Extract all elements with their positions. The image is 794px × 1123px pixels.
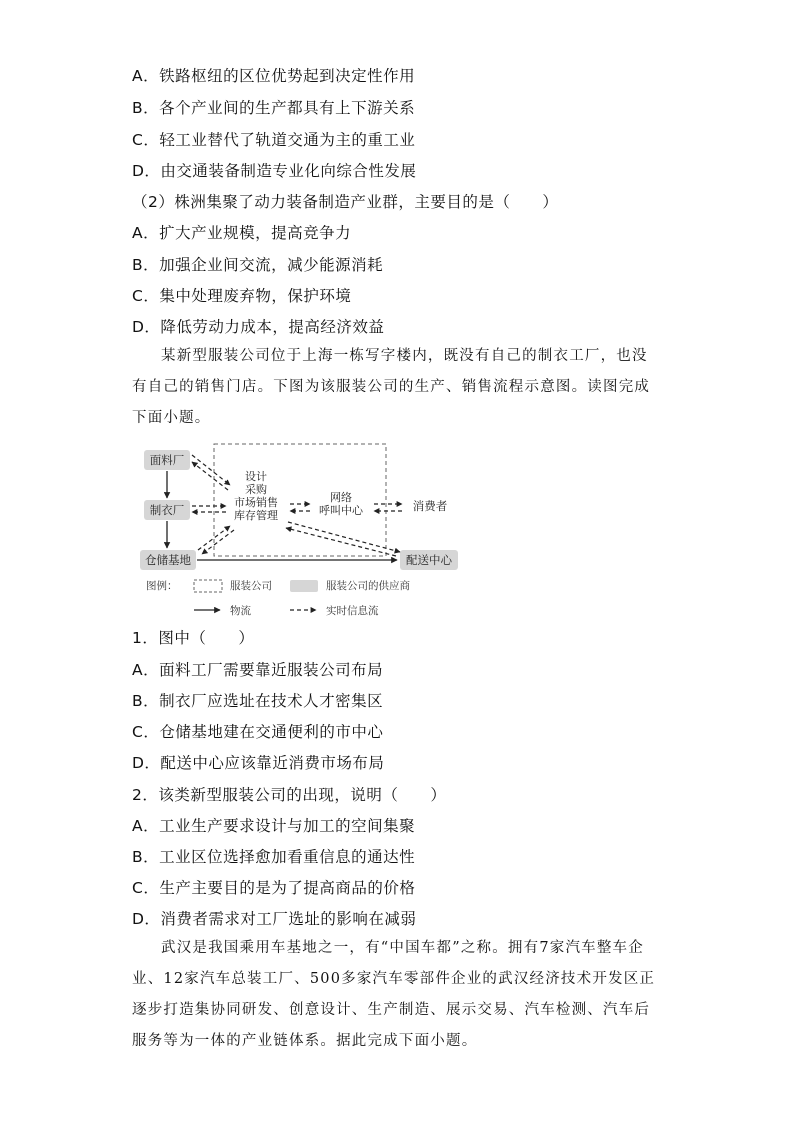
info-flow-arrow [202,530,234,554]
question-stem: 2．该类新型服装公司的出现，说明（ ） [132,786,447,804]
distribution-label: 配送中心 [406,553,452,567]
legend-supplier-label: 服装公司的供应商 [326,580,410,592]
option-b: B．加强企业间交流，减少能源消耗 [132,256,384,274]
question-stem: 1．图中（ ） [132,629,255,647]
option-c: C．集中处理废弃物，保护环境 [132,287,352,305]
option-a: A．工业生产要求设计与加工的空间集聚 [132,817,416,835]
option-c: C．生产主要目的是为了提高商品的价格 [132,879,416,897]
option-d: D．消费者需求对工厂选址的影响在减弱 [132,910,417,928]
option-c: C．仓储基地建在交通便利的市中心 [132,723,384,741]
option-b: B．各个产业间的生产都具有上下游关系 [132,99,416,117]
option-c: C．轻工业替代了轨道交通为主的重工业 [132,131,416,149]
info-flow-arrow [288,522,400,552]
legend-info-label: 实时信息流 [326,605,379,617]
intro-paragraph [132,933,662,1057]
fabric-factory-label: 面料厂 [149,453,185,467]
fabric-factory-node [144,450,190,470]
option-b: B．工业区位选择愈加看重信息的通达性 [132,848,416,866]
option-a: A．铁路枢纽的区位优势起到决定性作用 [132,67,416,85]
info-flow-arrow [192,462,228,490]
call-center-line-1: 网络 [330,491,352,504]
center-line-1: 设计 [245,470,267,483]
center-line-3: 市场销售 [234,496,278,509]
intro-text: 某新型服装公司位于上海一栋写字楼内，既没有自己的制衣工厂，也没有自己的销售门店。下图为该服装公司的生产、销售流程示意图。读图完成下面小题。 [132,348,651,426]
consumer-label: 消费者 [412,499,448,513]
garment-factory-node [144,500,190,520]
option-b: B．制衣厂应选址在技术人才密集区 [132,692,384,710]
option-d: D．降低劳动力成本，提高经济效益 [132,318,385,336]
info-flow-arrow [286,528,396,556]
legend-company-swatch [194,580,222,592]
option-d: D．配送中心应该靠近消费市场布局 [132,754,385,772]
flow-diagram [138,438,468,622]
warehouse-node [140,550,196,570]
intro-text: 武汉是我国乘用车基地之一，有“中国车都”之称。拥有7家汽车整车企业、12家汽车总装工厂、500多家汽车零部件企业的武汉经济技术开发区正逐步打造集协同研发、创意设计、生产制造、展示交易、汽车检测、汽车后服务等为一体的产业链体系。据此完成下面小题。 [132,940,656,1049]
distribution-node [400,550,458,570]
option-a: A．面料工厂需要靠近服装公司布局 [132,661,384,679]
legend-logistics-label: 物流 [230,605,251,617]
question-stem: （2）株洲集聚了动力装备制造产业群，主要目的是（ ） [132,193,559,211]
center-line-2: 采购 [245,483,267,496]
legend-title: 图例： [146,580,178,592]
option-d: D．由交通装备制造专业化向综合性发展 [132,162,417,180]
center-line-4: 库存管理 [234,509,278,522]
legend-supplier-swatch [290,580,318,592]
option-a: A．扩大产业规模，提高竞争力 [132,224,352,242]
garment-factory-label: 制衣厂 [149,503,185,517]
info-flow-arrow [192,455,230,485]
legend-company-label: 服装公司 [230,580,272,592]
call-center-line-2: 呼叫中心 [319,504,363,517]
warehouse-label: 仓储基地 [145,553,191,567]
intro-paragraph [132,341,662,434]
